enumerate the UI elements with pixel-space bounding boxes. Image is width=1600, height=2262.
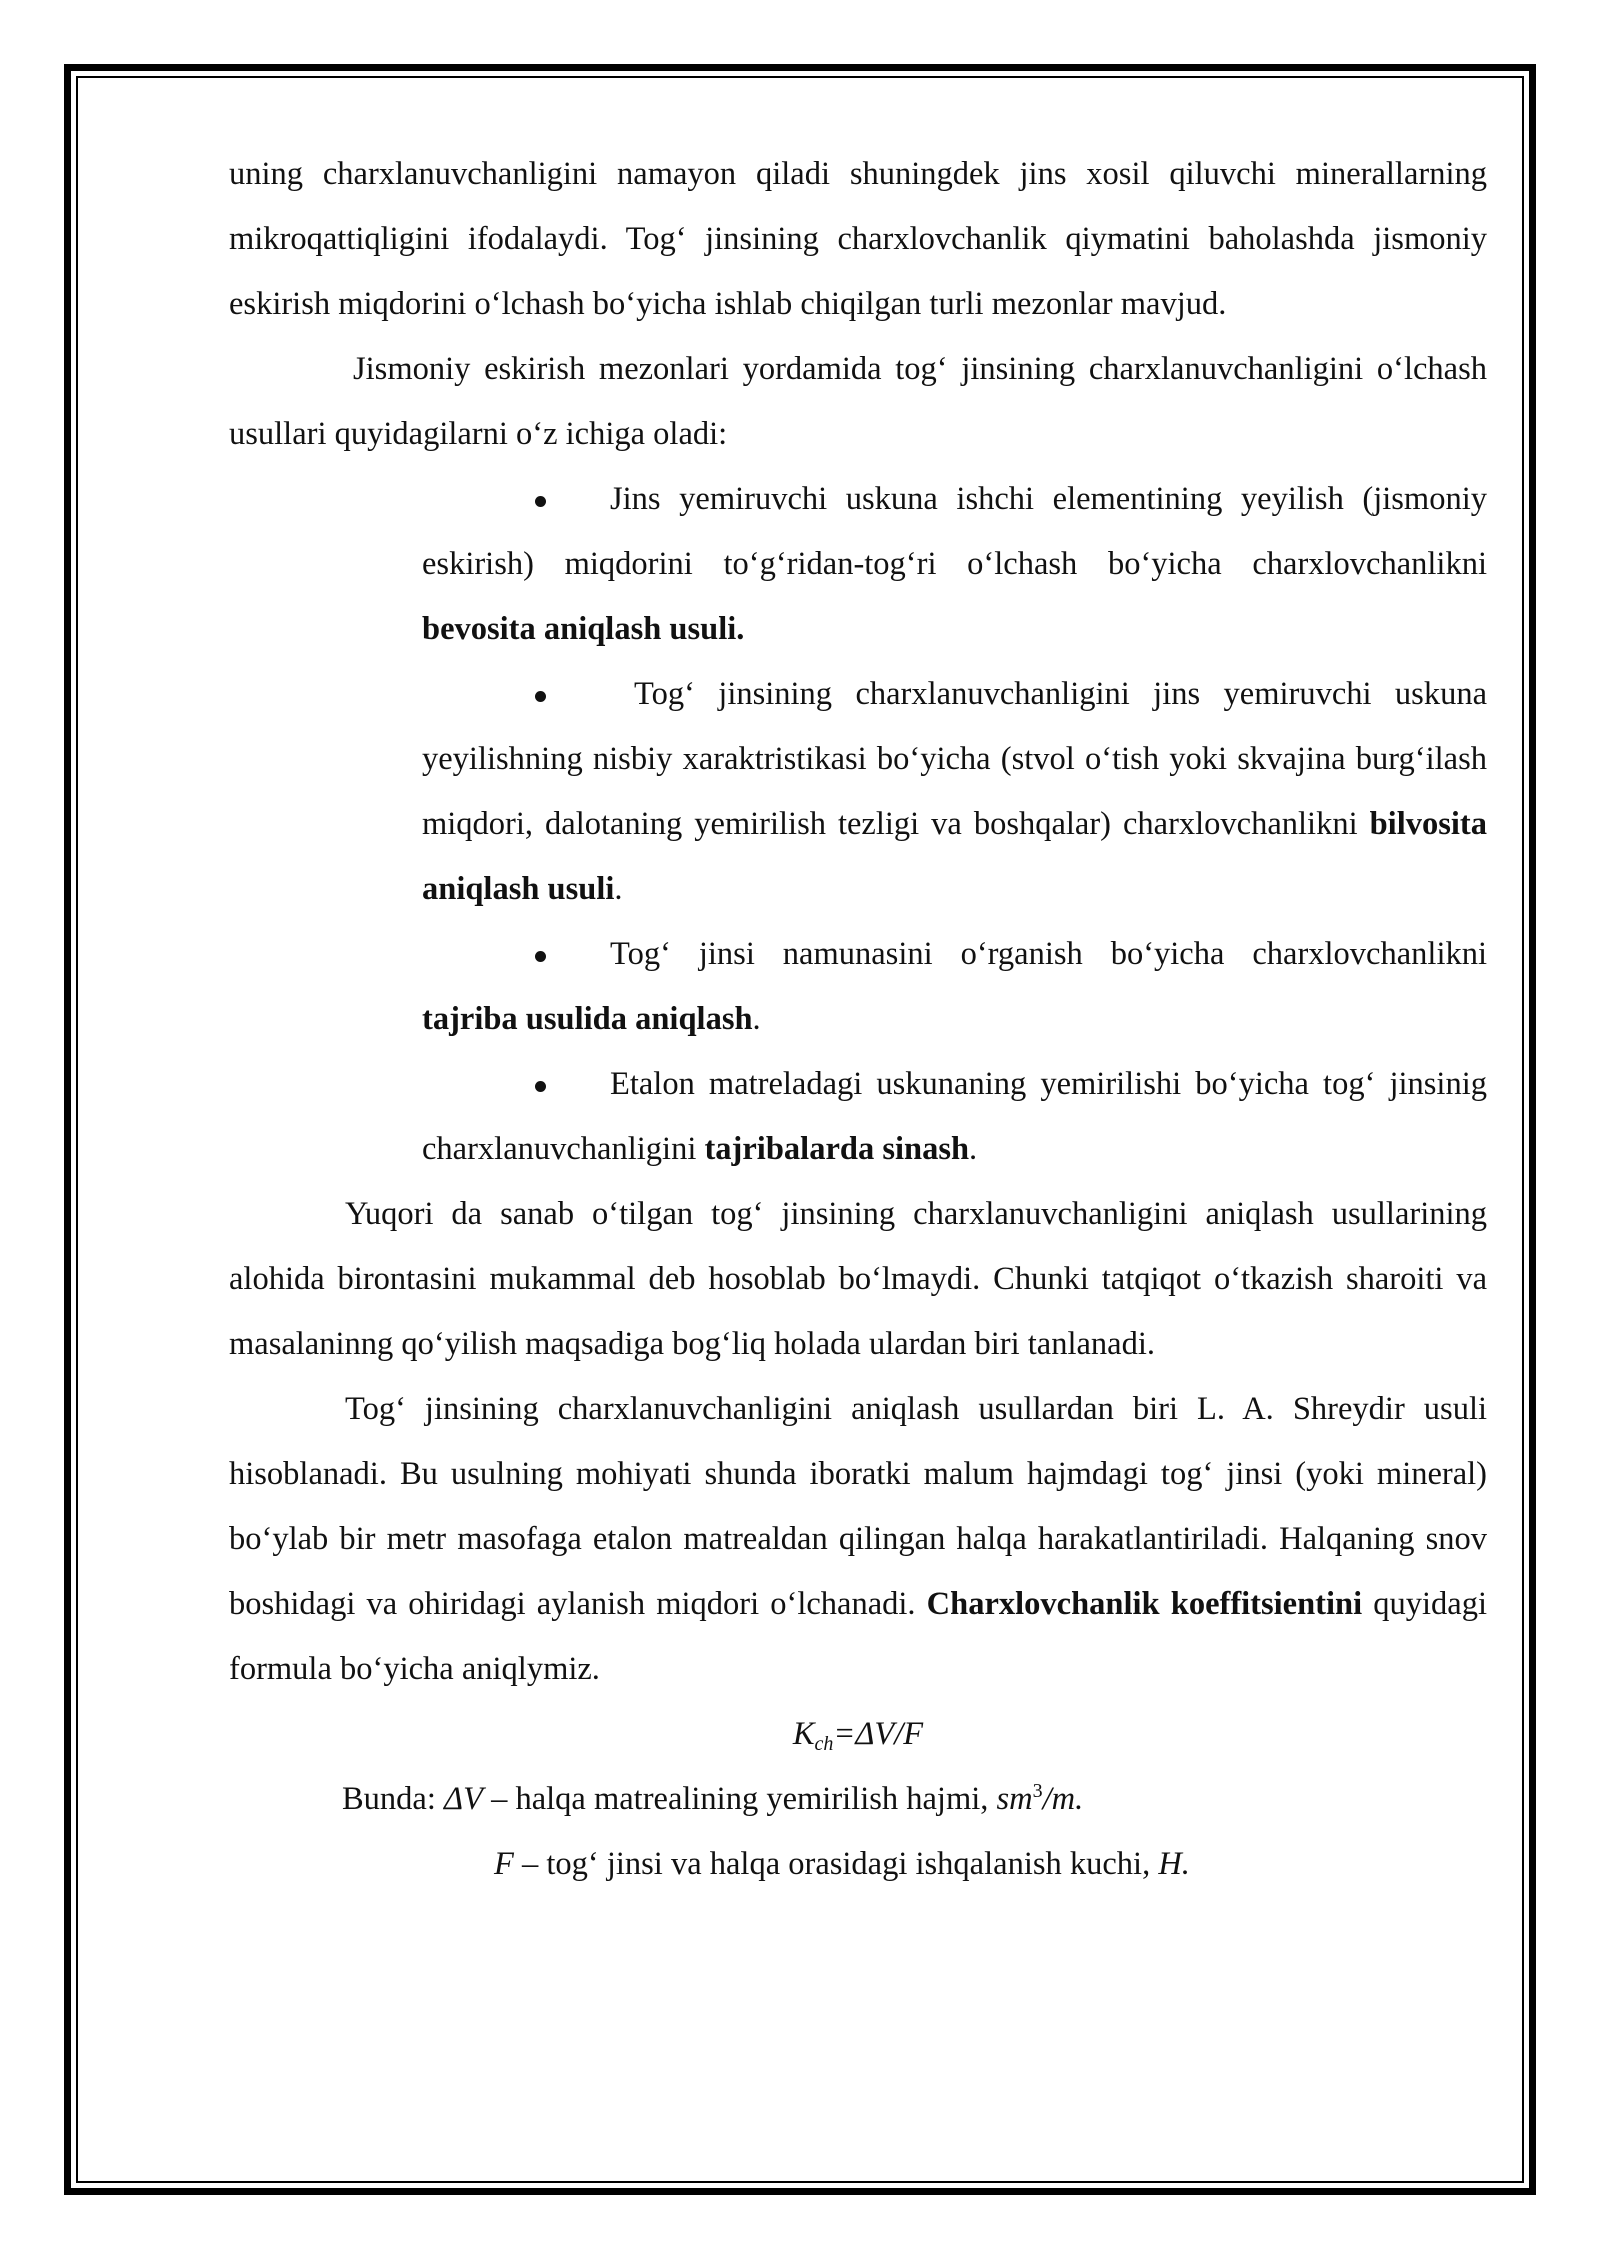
- bullet-icon: [535, 951, 546, 962]
- definition-2: [229, 1832, 1487, 1897]
- list-item-emphasis: bevosita aniqlash usuli.: [422, 611, 745, 647]
- paragraph-2: Jismoniy eskirish mezonlari yordamida tog‘ jinsining charxlanuvchanligini o‘lchash usullari quyidagilarni o‘z ichiga oladi:: [229, 351, 1487, 452]
- list-item: [422, 662, 1487, 922]
- list-item-emphasis: bilvosita aniqlash usuli: [422, 806, 1487, 907]
- paragraph-4: [229, 1377, 1487, 1702]
- bullet-icon: [535, 691, 546, 702]
- list-item-text: Jins yemiruvchi uskuna ishchi elementining yeyilish (jismoniy eskirish) miqdorini to‘g‘ridan-tog‘ri o‘lchash bo‘yicha charxlovchanlikni: [422, 481, 1487, 582]
- list-item-tail: .: [752, 1001, 761, 1037]
- definition-intro: Bunda:: [342, 1781, 445, 1817]
- list-item-text: Tog‘ jinsining charxlanuvchanligini jins yemiruvchi uskuna yeyilishning nisbiy xaraktristikasi bo‘yicha (stvol o‘tish yoki skvajina burg‘ilash miqdori, dalotaning yemirilish tezligi va boshqalar) charxlovchanlikni: [422, 676, 1487, 842]
- list-item-emphasis: tajriba usulida aniqlash: [422, 1001, 753, 1037]
- list-item: [422, 467, 1487, 662]
- definition-unit-exponent: 3: [1032, 1780, 1043, 1802]
- methods-list: [422, 467, 1487, 1182]
- definition-text: – halqa matrealining yemirilish hajmi,: [482, 1781, 997, 1817]
- paragraph-4-tail: quyidagi formula bo‘yicha aniqlymiz.: [229, 1586, 1488, 1687]
- paragraph-4-text: Tog‘ jinsining charxlanuvchanligini aniqlash usullardan biri L. A. Shreydir usuli hisoblanadi. Bu usulning mohiyati shunda iboratki malum hajmdagi tog‘ jinsi (yoki mineral) bo‘ylab bir metr masofaga etalon matrealdan qilingan halqa harakatlantiriladi. Halqaning snov boshidagi va ohiridagi aylanish miqdori o‘lchanadi.: [229, 1391, 1487, 1622]
- definition-1: [229, 1767, 1487, 1832]
- definition-text: – tog‘ jinsi va halqa orasidagi ishqalanish kuchi,: [513, 1846, 1159, 1882]
- definition-unit: sm: [996, 1781, 1033, 1817]
- document-body: [229, 142, 1487, 1897]
- list-item-tail: .: [614, 871, 623, 907]
- formula-rhs: =ΔV/F: [833, 1716, 924, 1752]
- list-item-text: Etalon matreladagi uskunaning yemirilishi bo‘yicha tog‘ jinsinig charxlanuvchanligini: [422, 1066, 1487, 1167]
- paragraph-4-emphasis: Charxlovchanlik koeffitsientini: [926, 1586, 1363, 1622]
- definition-symbol: ΔV: [444, 1781, 483, 1817]
- definition-unit-tail: /m.: [1042, 1781, 1084, 1817]
- list-item-tail: .: [969, 1131, 978, 1167]
- definition-symbol: F: [494, 1846, 514, 1882]
- definition-unit: H.: [1158, 1846, 1190, 1882]
- bullet-icon: [535, 1081, 546, 1092]
- formula-symbol: K: [792, 1716, 815, 1752]
- list-item: [422, 1052, 1487, 1182]
- formula-subscript: ch: [814, 1733, 834, 1755]
- paragraph-3: Yuqori da sanab o‘tilgan tog‘ jinsining charxlanuvchanligini aniqlash usullarining alohida birontasini mukammal deb hosoblab bo‘lmaydi. Chunki tatqiqot o‘tkazish sharoiti va masalaninng qo‘yilish maqsadiga bog‘liq holada ulardan biri tanlanadi.: [229, 1196, 1487, 1362]
- formula: [229, 1702, 1487, 1767]
- bullet-icon: [535, 496, 546, 507]
- paragraph-1: uning charxlanuvchanligini namayon qiladi shuningdek jins xosil qiluvchi minerallarning mikroqattiqligini ifodalaydi. Tog‘ jinsining charxlovchanlik qiymatini baholashda jismoniy eskirish miqdorini o‘lchash bo‘yicha ishlab chiqilgan turli mezonlar mavjud.: [229, 156, 1487, 322]
- list-item: [422, 922, 1487, 1052]
- list-item-text: Tog‘ jinsi namunasini o‘rganish bo‘yicha charxlovchanlikni: [610, 936, 1487, 972]
- list-item-emphasis: tajribalarda sinash: [704, 1131, 970, 1167]
